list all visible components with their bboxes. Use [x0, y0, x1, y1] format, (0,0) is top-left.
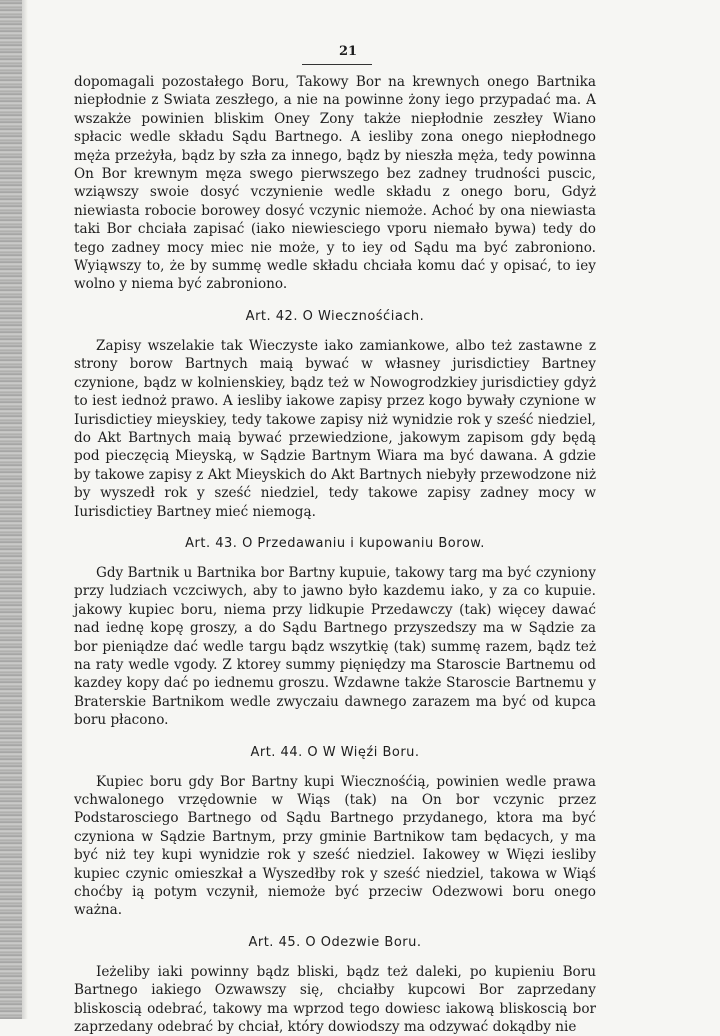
- article-44-paragraph: Kupiec boru gdy Bor Bartny kupi Wiecznośćią, powinien wedle prawa vchwalonego vrzędownie w Wiąs (tak) na On bor vczynic przez Podstarosciego Bartnego od Sądu Bartnego przydanego, ktora ma być czyniona w Sądzie Bartnym, przy gminie Bartnikow tam będacych, y ma być niż tey kupi wynidzie rok y sześć niedziel. Iakowey w Więzi iesliby kupiec czynic omieszkał a Wyszedłby rok y sześć niedziel, takowa w Wiąś choćby ią potym vczynił, niemoże być przeciw Odezwowi boru onego ważna.: [74, 773, 596, 919]
- article-42-heading: Art. 42. O Wiecznośćiach.: [245, 308, 425, 324]
- page-body: [74, 73, 596, 1036]
- page-number: 21: [338, 44, 358, 59]
- article-45-paragraph: Ieżeliby iaki powinny bądz bliski, bądz też daleki, po kupieniu Boru Bartnego iakiego Ozwawszy się, chciałby kupcowi Bor zaprzedany bliskoscią odebrać, takowy ma wprzod tego dowiesc iakową bliskoscią bor zaprzedany odebrać by chciał, który dowiodszy ma odzywać dokądby nie: [74, 963, 596, 1036]
- article-43-paragraph: Gdy Bartnik u Bartnika bor Bartny kupuie, takowy targ ma być czyniony przy ludziach vczciwych, aby to jawno było kazdemu iako, y za co kupuie. jakowy kupiec boru, niema przy lidkupie Przedawczy (tak) więcey dawać nad iednę kopę groszy, a do Sądu Bartnego przyszedszy ma w Sądzie za bor pieniądze dać wedle targu bądz wszytkię (tak) summę razem, bądz też na raty wedle vgody. Z ktorey summy pięniędzy ma Staroscie Bartnemu od kazdey kopy dać po iednemu groszu. Wzdawne także Staroscie Bartnemu y Braterskie Bartnikom wedle zwyczaiu dawnego zarazem ma być od kupca boru płacono.: [74, 564, 596, 729]
- continuation-paragraph: dopomagali pozostałego Boru, Takowy Bor na krewnych onego Bartnika niepłodnie z Swiata zeszłego, a nie na powinne żony iego przypadać ma. A wszakże powinien bliskim Oney Zony także niepłodnie zeszłey Wiano spłacic wedle składu Sądu Bartnego. A iesliby zona onego niepłodnego męża przeżyła, bądz by szła za innego, bądz by nieszła męża, tedy powinna On Bor krewnym męza swego pierwszego bez zadney trudności puscic, wziąwszy swoie dosyć vczynienie wedle składu z onego boru, Gdyż niewiasta robocie borowey dosyć vczynic niemoże. Achoć by ona niewiasta taki Bor chciała zapisać (iako niewiesciego vporu niemało bywa) tedy do tego zadney mocy miec nie może, y to iey od Sądu ma być zabroniono. Wyiąwszy to, że by summę wedle składu chciała komu dać y opisać, to iey wolno y niema być zabroniono.: [74, 74, 596, 293]
- page-number-rule: [302, 64, 372, 65]
- article-44-heading: Art. 44. O W Więźi Boru.: [250, 744, 420, 760]
- article-45-heading: Art. 45. O Odezwie Boru.: [248, 934, 422, 950]
- article-42-paragraph: Zapisy wszelakie tak Wieczyste iako zamiankowe, albo też zastawne z strony borow Bartnych maią bywać w własney jurisdictiey Bartney czynione, bądz w kolnienskiey, bądz też w Nowogrodzkiey jurisdictiey gdyż to iest iednoż prawo. A iesliby iakowe zapisy przez kogo bywały czynione w Iurisdictiey mieyskiey, tedy takowe zapisy niż wynidzie rok y sześć niedziel, do Akt Bartnych maią bywać przewiedzione, jakowym zapisom gdy będą pod pieczęcią Mieyską, w Sądzie Bartnym Wiara ma być dawana. A gdzie by takowe zapisy z Akt Mieyskich do Akt Bartnych niebyły przewodzone niż by wyszedł rok y sześć niedziel, tedy takowe zapisy zadney mocy w Iurisdictiey Bartney mieć niemogą.: [74, 337, 596, 520]
- scan-edge-shadow: [0, 0, 22, 1019]
- article-43-heading: Art. 43. O Przedawaniu i kupowaniu Borow.: [185, 535, 485, 551]
